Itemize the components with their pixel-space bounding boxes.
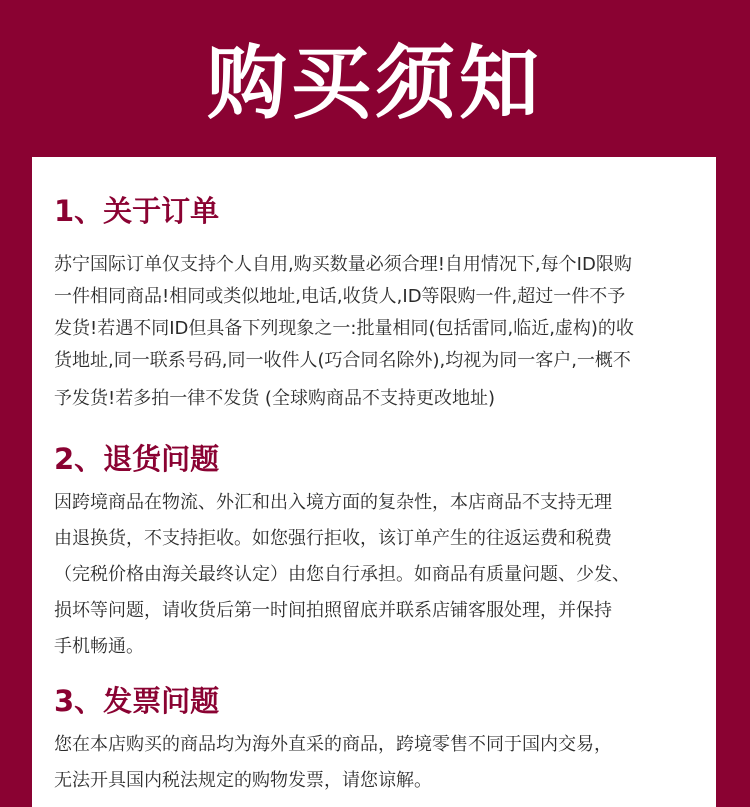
text-line: 发货!若遇不同ID但具备下列现象之一:批量相同(包括雷同,临近,虚构)的收 (54, 318, 634, 339)
text-line: 一件相同商品!相同或类似地址,电话,收货人,ID等限购一件,超过一件不予 (54, 286, 626, 307)
text-line: 苏宁国际订单仅支持个人自用,购买数量必须合理!自用情况下,每个ID限购 (54, 254, 632, 275)
section-heading-invoice: 3、发票问题 (54, 684, 220, 718)
section-heading-returns: 2、退货问题 (54, 442, 220, 476)
text-line: 因跨境商品在物流、外汇和出入境方面的复杂性，本店商品不支持无理 (54, 492, 612, 513)
text-line: 货地址,同一联系号码,同一收件人(巧合同名除外),均视为同一客户,一概不 (54, 350, 631, 371)
text-line: 由退换货，不支持拒收。如您强行拒收，该订单产生的往返运费和税费 (54, 528, 612, 549)
text-line: 您在本店购买的商品均为海外直采的商品，跨境零售不同于国内交易， (54, 734, 612, 755)
section-text-invoice (54, 727, 612, 799)
notice-panel (32, 157, 716, 807)
text-line: 手机畅通。 (54, 636, 144, 657)
text-line: 予发货!若多拍一律不发货 (全球购商品不支持更改地址) (54, 388, 495, 409)
text-line: 无法开具国内税法规定的购物发票，请您谅解。 (54, 770, 432, 791)
text-line: （完税价格由海关最终认定）由您自行承担。如商品有质量问题、少发、 (54, 564, 630, 585)
section-text-order (54, 249, 634, 415)
page-title: 购买须知 (207, 37, 543, 130)
section-text-returns (54, 485, 630, 665)
section-heading-order: 1、关于订单 (54, 194, 220, 228)
text-line: 损坏等问题，请收货后第一时间拍照留底并联系店铺客服处理，并保持 (54, 600, 612, 621)
